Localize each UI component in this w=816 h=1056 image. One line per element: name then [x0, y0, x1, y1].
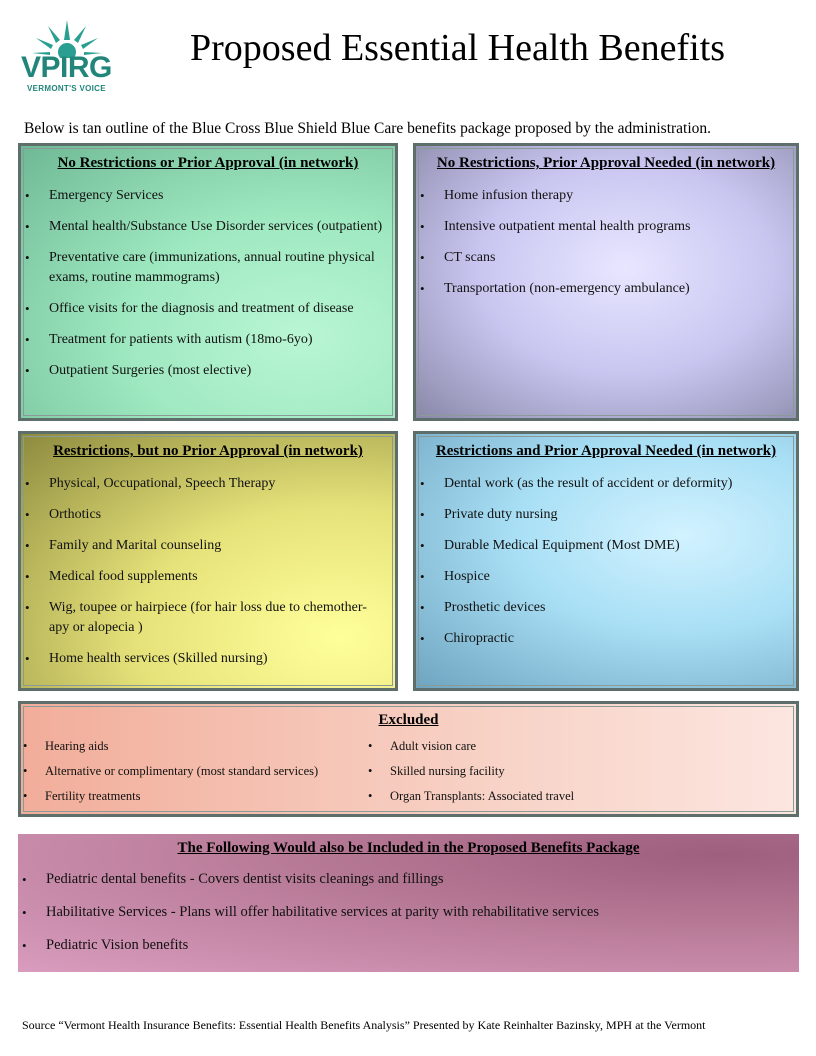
- list-item: • Hospice: [416, 567, 796, 587]
- excluded-list-right: [366, 738, 574, 813]
- box-no-restrictions-no-approval: [18, 143, 398, 421]
- list-item: • Transportation (non-emergency ambulance): [416, 279, 796, 299]
- box-also-included: [18, 834, 799, 972]
- list-item: • Dental work (as the result of accident or deformity): [416, 474, 796, 494]
- list-item: • Intensive outpatient mental health programs: [416, 217, 796, 237]
- list-item: • Mental health/Substance Use Disorder services (outpatient): [21, 217, 395, 237]
- box-title: The Following Would also be Included in the Proposed Benefits Package: [177, 840, 640, 856]
- list-item: • Treatment for patients with autism (18mo-6yo): [21, 330, 395, 350]
- benefit-list: [21, 474, 395, 668]
- list-item: • Fertility treatments: [21, 788, 366, 804]
- list-item: • Pediatric Vision benefits: [18, 936, 799, 956]
- list-item: • Durable Medical Equipment (Most DME): [416, 536, 796, 556]
- list-item: • Adult vision care: [366, 738, 574, 754]
- list-item: • Skilled nursing facility: [366, 763, 574, 779]
- list-item: • Pediatric dental benefits - Covers dentist visits cleanings and fillings: [18, 870, 799, 890]
- excluded-list-left: [21, 738, 366, 813]
- box-title: Excluded: [378, 712, 439, 728]
- list-item: • Preventative care (immunizations, annual routine physical exams, routine mammograms): [21, 248, 395, 287]
- list-item: • Organ Transplants: Associated travel: [366, 788, 574, 804]
- box-title: Restrictions and Prior Approval Needed (in network): [435, 443, 777, 459]
- box-title: Restrictions, but no Prior Approval (in network): [53, 443, 363, 459]
- logo-wordmark: VPIRG: [21, 51, 112, 84]
- page-title: Proposed Essential Health Benefits: [190, 27, 726, 69]
- box-restrictions-and-approval: [413, 431, 799, 691]
- benefit-list: [18, 870, 799, 956]
- box-title: No Restrictions or Prior Approval (in network): [57, 155, 359, 171]
- logo-tagline: VERMONT'S VOICE: [27, 84, 106, 93]
- list-item: • Medical food supplements: [21, 567, 395, 587]
- list-item: • Hearing aids: [21, 738, 366, 754]
- list-item: • CT scans: [416, 248, 796, 268]
- box-restrictions-no-approval: [18, 431, 398, 691]
- list-item: • Wig, toupee or hairpiece (for hair loss due to chemother-apy or alopecia ): [21, 598, 395, 637]
- source-citation: Source “Vermont Health Insurance Benefits: Essential Health Benefits Analysis” Presented by Kate Reinhalter Bazinsky, MPH at the Vermont: [22, 1018, 706, 1032]
- list-item: • Emergency Services: [21, 186, 395, 206]
- list-item: • Habilitative Services - Plans will offer habilitative services at parity with rehabilitative services: [18, 903, 799, 923]
- list-item: • Home health services (Skilled nursing): [21, 649, 395, 669]
- benefit-list: [416, 186, 796, 299]
- box-title: No Restrictions, Prior Approval Needed (in network): [436, 155, 776, 171]
- list-item: • Alternative or complimentary (most standard services): [21, 763, 366, 779]
- list-item: • Prosthetic devices: [416, 598, 796, 618]
- list-item: • Orthotics: [21, 505, 395, 525]
- list-item: • Family and Marital counseling: [21, 536, 395, 556]
- list-item: • Physical, Occupational, Speech Therapy: [21, 474, 395, 494]
- box-excluded: [18, 701, 799, 817]
- vpirg-logo: [20, 18, 120, 96]
- excluded-columns: [21, 738, 796, 813]
- list-item: • Home infusion therapy: [416, 186, 796, 206]
- list-item: • Outpatient Surgeries (most elective): [21, 361, 395, 381]
- list-item: • Private duty nursing: [416, 505, 796, 525]
- list-item: • Office visits for the diagnosis and treatment of disease: [21, 299, 395, 319]
- box-no-restrictions-approval-needed: [413, 143, 799, 421]
- benefit-list: [21, 186, 395, 380]
- list-item: • Chiropractic: [416, 629, 796, 649]
- benefit-list: [416, 474, 796, 649]
- intro-text: Below is tan outline of the Blue Cross Blue Shield Blue Care benefits package proposed by the administration.: [24, 120, 712, 137]
